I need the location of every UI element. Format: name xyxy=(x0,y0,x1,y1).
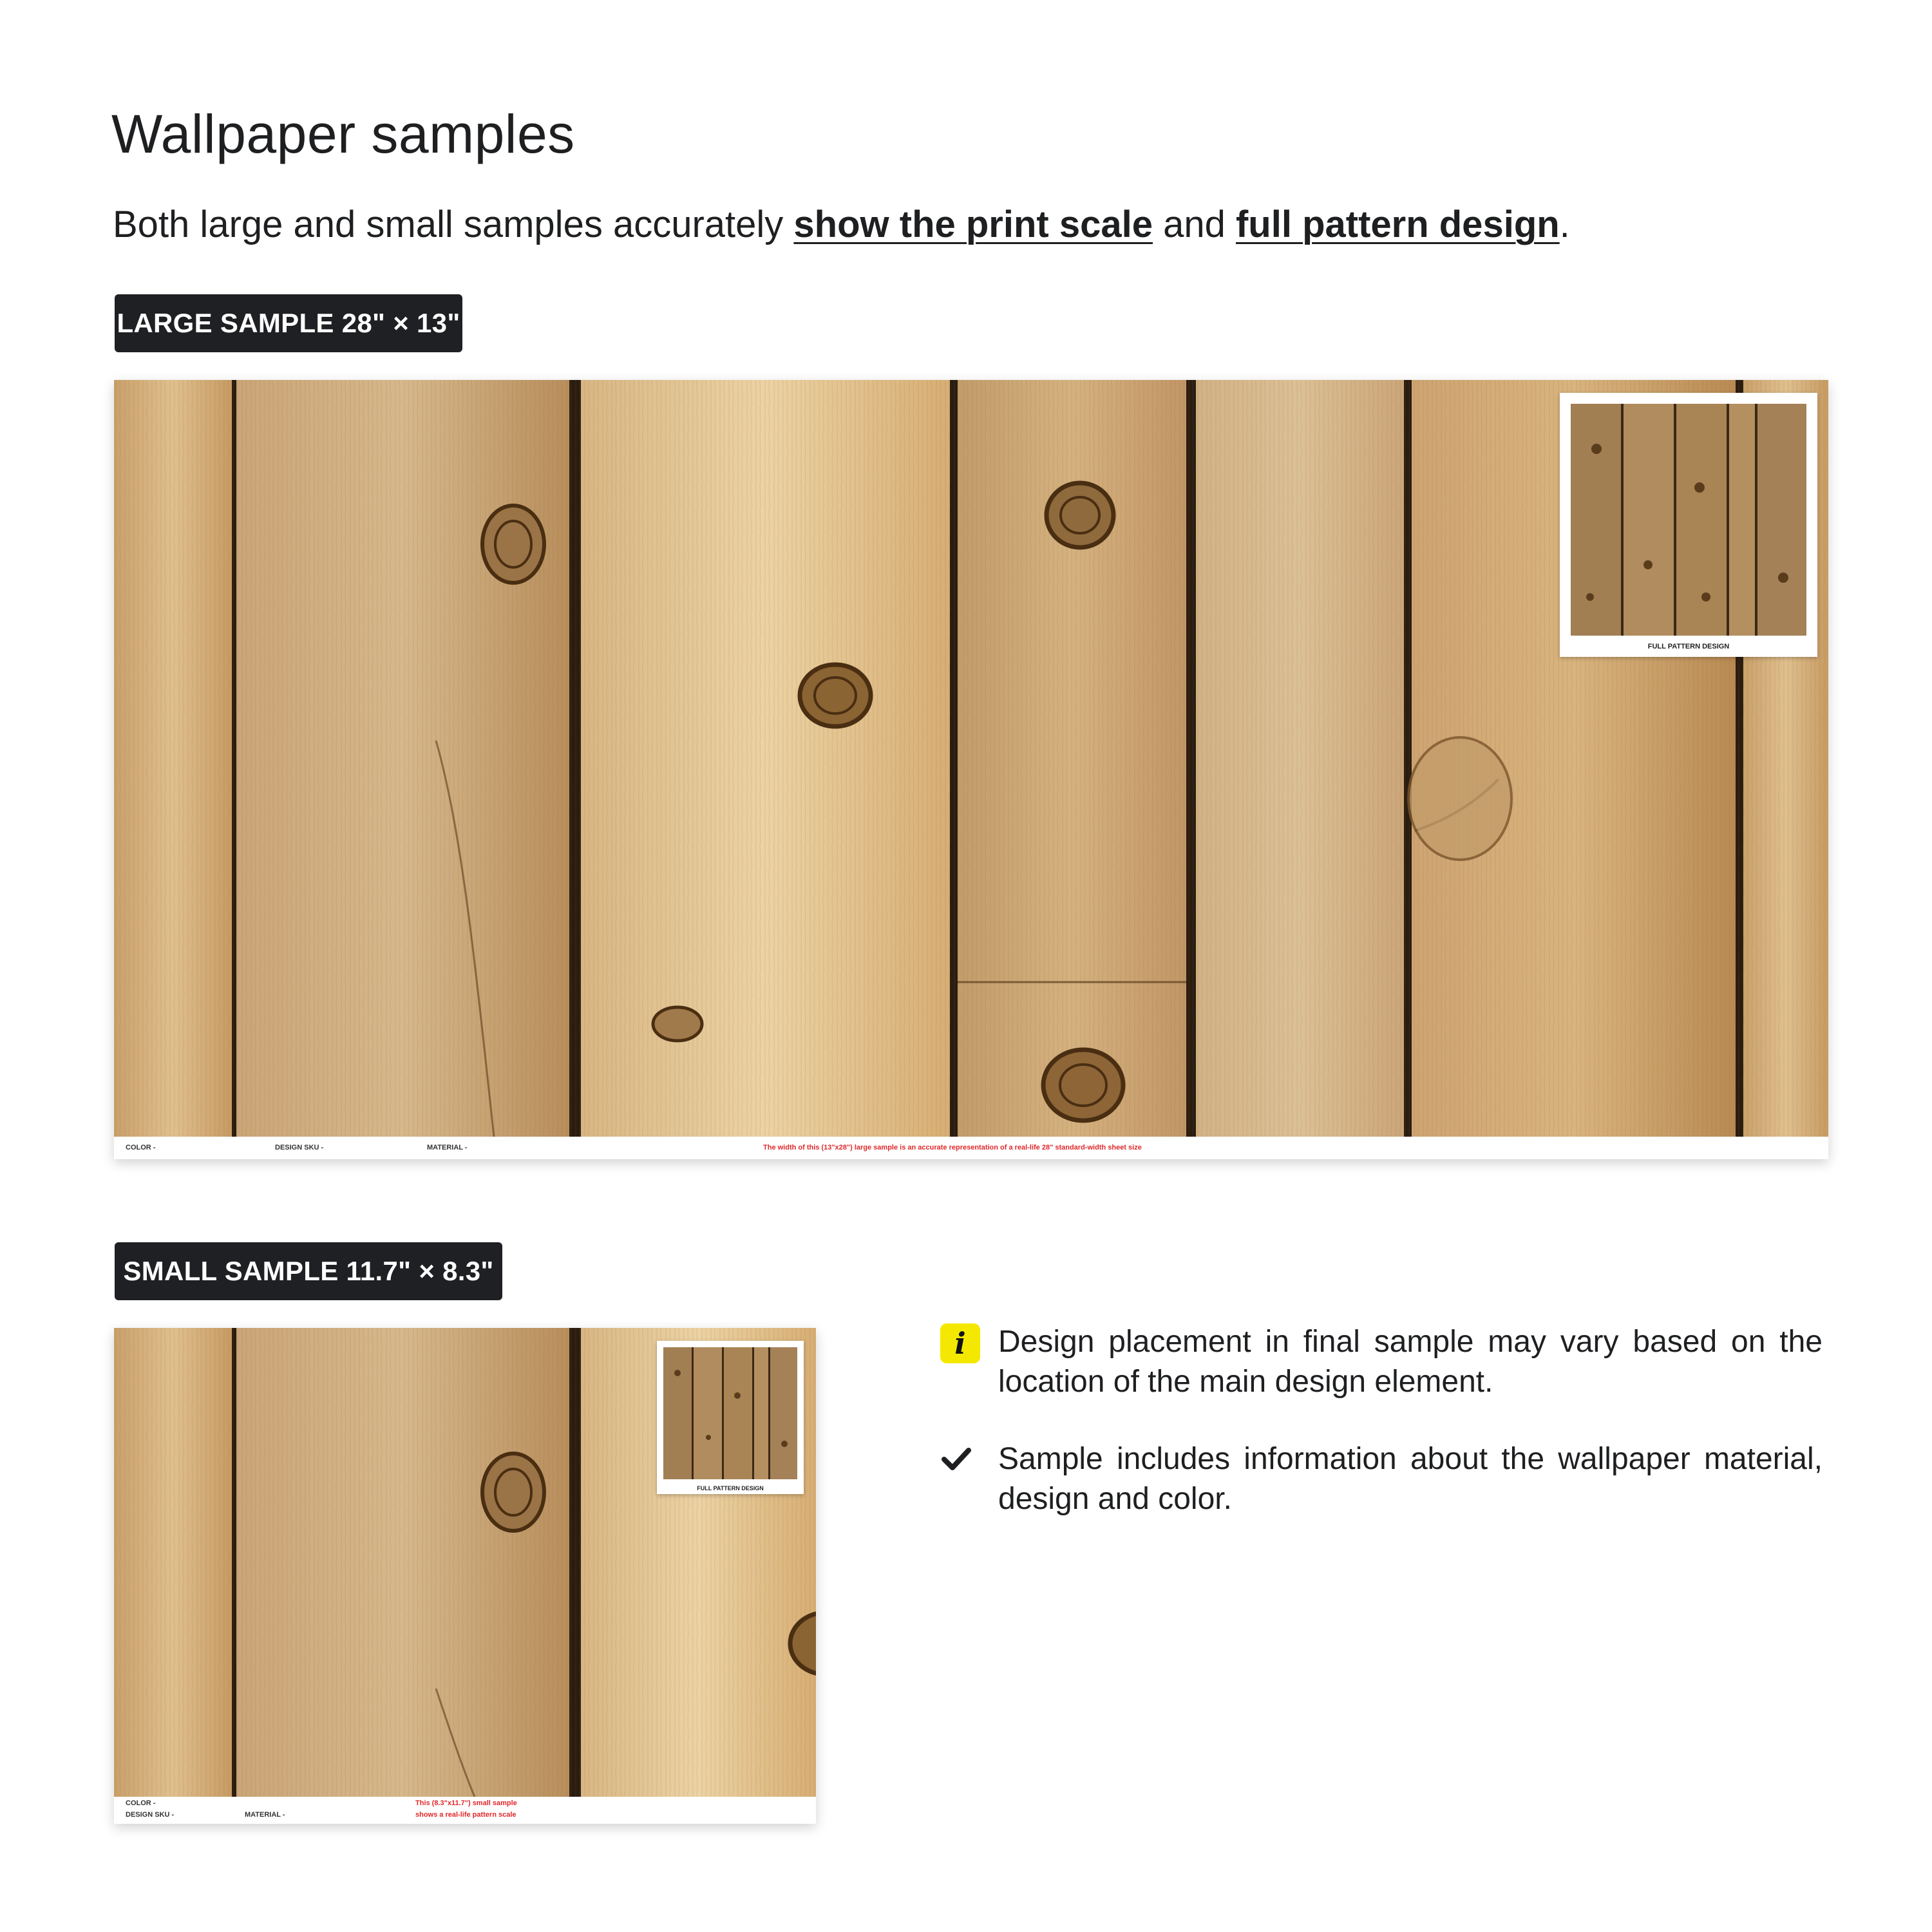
inset-caption: FULL PATTERN DESIGN xyxy=(697,1485,764,1492)
large-full-pattern-inset xyxy=(1560,393,1817,657)
small-sample-badge: SMALL SAMPLE 11.7" × 8.3" xyxy=(115,1242,502,1300)
subtitle-text-1: Both large and small samples accurately xyxy=(113,204,794,245)
subtitle-text-2: and xyxy=(1152,204,1236,245)
footer-note: The width of this (13"x28") large sample is an accurate representation of a real-life 28" standard-width sheet size xyxy=(763,1144,1142,1151)
small-sample-footer xyxy=(114,1797,816,1824)
subtitle-highlight-print-scale: show the print scale xyxy=(793,204,1153,245)
footer-note-line-2: shows a real-life pattern scale xyxy=(415,1811,516,1819)
note-text: Sample includes information about the wallpaper material, design and color. xyxy=(998,1442,1823,1516)
footer-note-line-1: This (8.3"x11.7") small sample xyxy=(415,1799,517,1807)
small-sample-image xyxy=(114,1328,816,1824)
footer-sku-label: DESIGN SKU - xyxy=(126,1811,175,1819)
subtitle-text-3: . xyxy=(1559,204,1570,245)
large-sample-badge: LARGE SAMPLE 28" × 13" xyxy=(115,294,462,352)
small-full-pattern-inset xyxy=(657,1341,804,1494)
inset-wood-pattern xyxy=(1571,404,1806,636)
page-title: Wallpaper samples xyxy=(111,104,575,164)
inset-caption: FULL PATTERN DESIGN xyxy=(1647,643,1730,650)
note-text: Design placement in final sample may vary based on the location of the main design element. xyxy=(998,1325,1823,1399)
subtitle-highlight-full-pattern: full pattern design xyxy=(1235,204,1560,245)
note-sample-info xyxy=(940,1439,1829,1519)
large-sample-image xyxy=(114,380,1828,1159)
footer-sku-label: DESIGN SKU - xyxy=(275,1144,324,1151)
footer-material-label: MATERIAL - xyxy=(427,1144,468,1151)
footer-color-label: COLOR - xyxy=(126,1144,156,1151)
note-design-placement xyxy=(940,1322,1829,1402)
footer-material-label: MATERIAL - xyxy=(245,1811,285,1819)
inset-wood-pattern xyxy=(663,1347,797,1479)
page-subtitle xyxy=(113,203,1570,246)
check-icon xyxy=(940,1444,972,1473)
footer-color-label: COLOR - xyxy=(126,1799,156,1807)
large-sample-footer xyxy=(114,1137,1828,1159)
info-icon: i xyxy=(940,1323,980,1363)
